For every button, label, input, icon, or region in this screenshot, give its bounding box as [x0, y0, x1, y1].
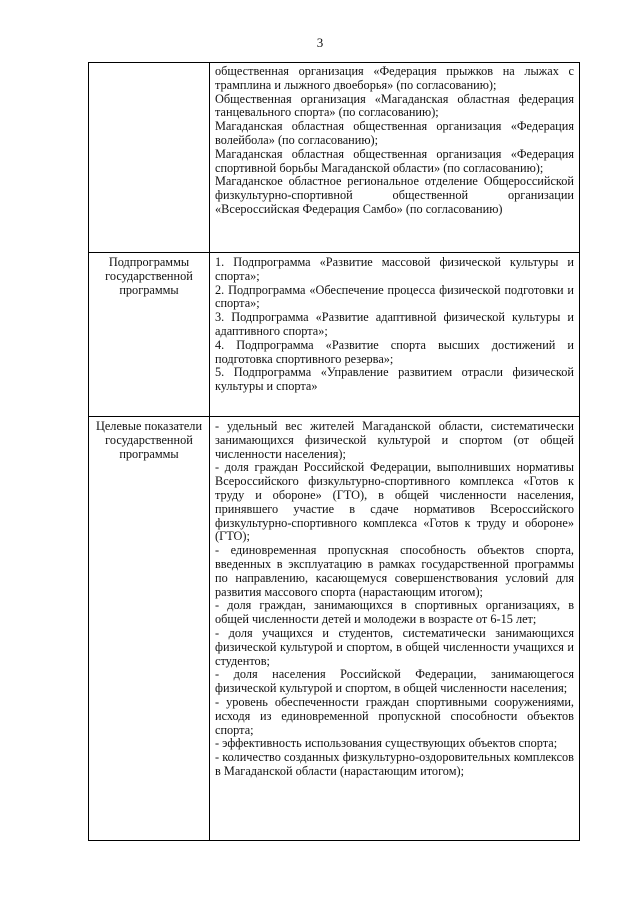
row-content [210, 417, 580, 841]
program-passport-table [88, 62, 580, 841]
row-content [210, 63, 580, 253]
row-label: Подпрограммы государственной программы [89, 253, 210, 417]
list-item: - доля граждан, занимающихся в спортивных организациях, в общей численности детей и молодежи в возрасте от 6-15 лет; [215, 598, 574, 627]
row-label [89, 63, 210, 253]
list-item: 1. Подпрограмма «Развитие массовой физической культуры и спорта»; [215, 255, 574, 283]
list-item: Магаданская областная общественная организация «Федерация волейбола» (по согласованию); [215, 119, 574, 147]
list-item: Магаданская областная общественная организация «Федерация спортивной борьбы Магаданской области» (по согласованию); [215, 146, 574, 175]
list-item: 5. Подпрограмма «Управление развитием отрасли физической культуры и спорта» [215, 365, 574, 394]
table-row-participants [89, 63, 580, 253]
table-row-target-indicators [89, 417, 580, 841]
row-content [210, 253, 580, 417]
page-number: 3 [316, 35, 324, 50]
list-item: - доля учащихся и студентов, систематически занимающихся физической культурой и спортом, в общей численности учащихся и студентов; [215, 625, 574, 668]
list-item: - количество созданных физкультурно-оздоровительных комплексов в Магаданской области (нарастающим итогом); [215, 750, 574, 778]
list-item: - доля граждан Российской Федерации, выполнивших нормативы Всероссийского физкультурно-спортивного комплекса «Готов к труду и обороне» (ГТО), в общей численности населения, принявшего участие в сдаче нормативов Всероссийского физкультурно-спортивного комплекса «Готов к труду и обороне» (ГТО); [215, 460, 574, 544]
table-row-subprograms [89, 253, 580, 417]
row-label: Целевые показатели государственной программы [89, 417, 210, 841]
list-item: - уровень обеспеченности граждан спортивными сооружениями, исходя из единовременной пропускной способности объектов спорта; [215, 694, 574, 737]
list-item: - эффективность использования существующих объектов спорта; [215, 736, 558, 751]
list-item: 2. Подпрограмма «Обеспечение процесса физической подготовки и спорта»; [215, 282, 574, 311]
list-item: Магаданское областное региональное отделение Общероссийской физкультурно-спортивной общественной организации «Всероссийская Федерация Самбо» (по согласованию) [215, 174, 574, 216]
list-item: - удельный вес жителей Магаданской области, систематически занимающихся физической культурой и спортом (от общей численности населения); [215, 419, 574, 461]
list-item: общественная организация «Федерация прыжков на лыжах с трамплина и лыжного двоеборья» (по согласованию); [215, 64, 574, 92]
list-item: - доля населения Российской Федерации, занимающегося физической культурой и спортом, в общей численности населения; [215, 667, 574, 696]
list-item: 3. Подпрограмма «Развитие адаптивной физической культуры и адаптивного спорта»; [215, 310, 574, 338]
list-item: - единовременная пропускная способность объектов спорта, введенных в эксплуатацию в рамках государственной программы по направлению, касающемуся совершенствования условий для развития массового спорта (нарастающим итогом); [215, 543, 574, 599]
list-item: Общественная организация «Магаданская областная федерация танцевального спорта» (по согласованию); [215, 91, 574, 120]
list-item: 4. Подпрограмма «Развитие спорта высших достижений и подготовка спортивного резерва»; [215, 337, 574, 366]
